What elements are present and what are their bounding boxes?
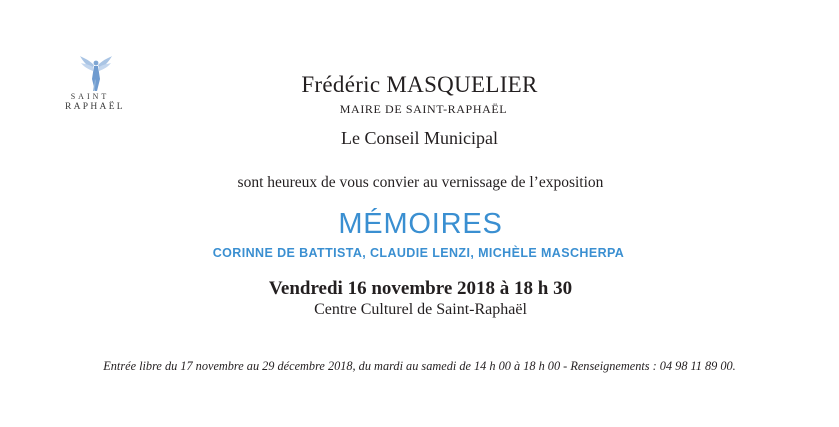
invitation-text: sont heureux de vous convier au vernissage de l’exposition <box>237 174 604 191</box>
council-name: Le Conseil Municipal <box>341 128 498 148</box>
exhibition-artists: CORINNE DE BATTISTA, CLAUDIE LENZI, MICHÈLE MASCHERPA <box>212 246 625 260</box>
host-name: Frédéric MASQUELIER <box>301 72 538 97</box>
exhibition-title: MÉMOIRES <box>338 208 503 240</box>
host-title: MAIRE DE SAINT-RAPHAËL <box>339 102 508 116</box>
event-place: Centre Culturel de Saint-Raphaël <box>314 301 527 318</box>
event-date: Vendredi 16 novembre 2018 à 18 h 30 <box>268 278 573 299</box>
logo-text-raphael: RAPHAËL <box>65 102 125 112</box>
logo-text-saint: SAINT <box>70 92 110 101</box>
footer-info: Entrée libre du 17 novembre au 29 décembre 2018, du mardi au samedi de 14 h 00 à 18 h 00 - Renseignements : 04 98 11 89 00. <box>103 359 736 373</box>
